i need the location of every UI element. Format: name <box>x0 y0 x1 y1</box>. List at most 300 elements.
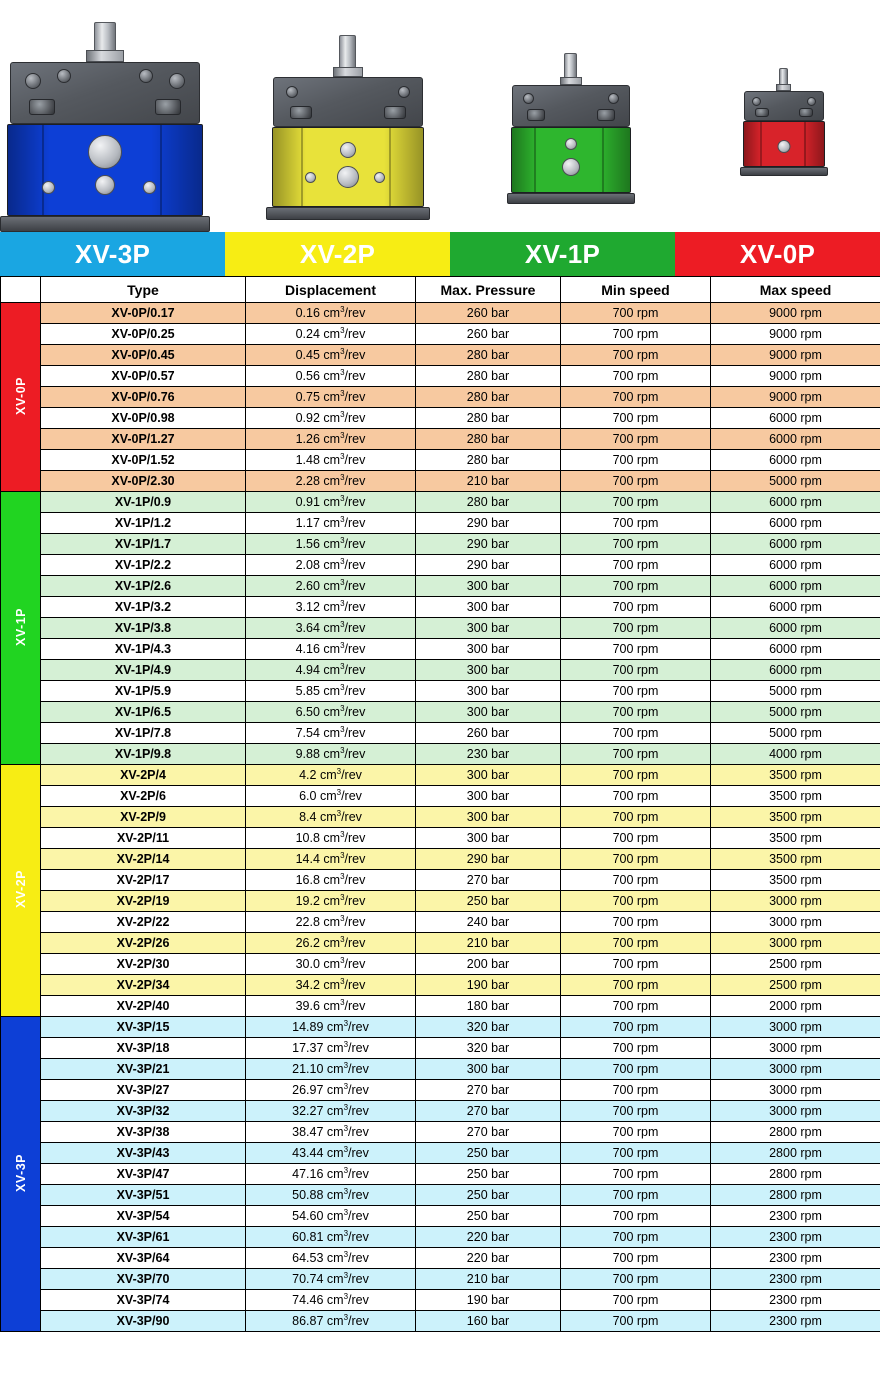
cell-type: XV-0P/0.98 <box>41 408 246 429</box>
cell-min-speed: 700 rpm <box>561 765 711 786</box>
cell-max-pressure: 210 bar <box>416 1269 561 1290</box>
group-label-xv-0p <box>1 303 41 492</box>
cell-max-pressure: 300 bar <box>416 786 561 807</box>
pump-foot-icon <box>740 167 828 176</box>
table-row <box>1 513 880 534</box>
cell-min-speed: 700 rpm <box>561 618 711 639</box>
table-row <box>1 765 880 786</box>
product-image-xv-3p <box>0 0 225 232</box>
cell-min-speed: 700 rpm <box>561 933 711 954</box>
cell-type: XV-3P/64 <box>41 1248 246 1269</box>
cell-max-speed: 2800 rpm <box>711 1143 880 1164</box>
pump-shaft-icon <box>94 22 116 52</box>
family-banner-xv-2p[interactable] <box>225 232 450 276</box>
pump-shaft-icon <box>339 35 356 69</box>
cell-max-speed: 3000 rpm <box>711 1038 880 1059</box>
cell-max-speed: 9000 rpm <box>711 303 880 324</box>
cell-displacement: 3.12 $cm^3$/rev <box>246 597 416 618</box>
cell-max-pressure: 190 bar <box>416 1290 561 1311</box>
cell-type: XV-0P/0.76 <box>41 387 246 408</box>
cell-max-pressure: 280 bar <box>416 450 561 471</box>
table-row <box>1 576 880 597</box>
cell-max-pressure: 270 bar <box>416 870 561 891</box>
cell-max-speed: 4000 rpm <box>711 744 880 765</box>
cell-max-speed: 6000 rpm <box>711 534 880 555</box>
cell-min-speed: 700 rpm <box>561 744 711 765</box>
table-row <box>1 1185 880 1206</box>
cell-type: XV-0P/0.45 <box>41 345 246 366</box>
cell-max-pressure: 160 bar <box>416 1311 561 1332</box>
table-row <box>1 996 880 1017</box>
cell-type: XV-2P/4 <box>41 765 246 786</box>
cell-max-speed: 6000 rpm <box>711 576 880 597</box>
family-banner-xv-0p[interactable] <box>675 232 880 276</box>
cell-displacement: 17.37 $cm^3$/rev <box>246 1038 416 1059</box>
cell-max-speed: 3000 rpm <box>711 933 880 954</box>
group-label-text: XV-0P <box>13 376 28 415</box>
cell-min-speed: 700 rpm <box>561 1101 711 1122</box>
cell-max-pressure: 300 bar <box>416 660 561 681</box>
cell-max-pressure: 250 bar <box>416 1206 561 1227</box>
cell-displacement: 30.0 $cm^3$/rev <box>246 954 416 975</box>
cell-type: XV-2P/19 <box>41 891 246 912</box>
cell-type: XV-2P/34 <box>41 975 246 996</box>
cell-max-pressure: 250 bar <box>416 1185 561 1206</box>
cell-max-pressure: 300 bar <box>416 681 561 702</box>
table-row <box>1 891 880 912</box>
cell-type: XV-1P/4.9 <box>41 660 246 681</box>
cell-max-pressure: 280 bar <box>416 492 561 513</box>
cell-min-speed: 700 rpm <box>561 387 711 408</box>
pump-shaft-collar-icon <box>86 50 124 62</box>
table-row <box>1 723 880 744</box>
table-row <box>1 975 880 996</box>
cell-max-pressure: 300 bar <box>416 1059 561 1080</box>
cell-max-pressure: 240 bar <box>416 912 561 933</box>
family-banner-label: XV-0P <box>739 238 816 269</box>
cell-displacement: 14.4 $cm^3$/rev <box>246 849 416 870</box>
cell-max-speed: 3000 rpm <box>711 912 880 933</box>
cell-displacement: 16.8 $cm^3$/rev <box>246 870 416 891</box>
group-label-xv-2p <box>1 765 41 1017</box>
pump-barrel-xv-0p <box>743 121 825 167</box>
cell-max-speed: 9000 rpm <box>711 345 880 366</box>
cell-max-speed: 2800 rpm <box>711 1185 880 1206</box>
table-row <box>1 303 880 324</box>
cell-displacement: 7.54 $cm^3$/rev <box>246 723 416 744</box>
cell-max-speed: 2800 rpm <box>711 1122 880 1143</box>
group-label-text: XV-3P <box>13 1153 28 1192</box>
pump-barrel-xv-3p <box>7 124 203 216</box>
cell-min-speed: 700 rpm <box>561 723 711 744</box>
cell-min-speed: 700 rpm <box>561 786 711 807</box>
column-header-displacement: Displacement <box>246 277 416 303</box>
cell-displacement: 38.47 $cm^3$/rev <box>246 1122 416 1143</box>
cell-min-speed: 700 rpm <box>561 870 711 891</box>
cell-displacement: 3.64 $cm^3$/rev <box>246 618 416 639</box>
cell-max-speed: 6000 rpm <box>711 618 880 639</box>
cell-min-speed: 700 rpm <box>561 1206 711 1227</box>
cell-min-speed: 700 rpm <box>561 702 711 723</box>
table-row <box>1 1227 880 1248</box>
cell-type: XV-3P/74 <box>41 1290 246 1311</box>
table-row <box>1 912 880 933</box>
cell-min-speed: 700 rpm <box>561 324 711 345</box>
cell-max-pressure: 290 bar <box>416 513 561 534</box>
table-row <box>1 1269 880 1290</box>
cell-type: XV-3P/54 <box>41 1206 246 1227</box>
cell-displacement: 21.10 $cm^3$/rev <box>246 1059 416 1080</box>
cell-max-speed: 5000 rpm <box>711 723 880 744</box>
cell-type: XV-1P/2.6 <box>41 576 246 597</box>
family-banner-xv-3p[interactable] <box>0 232 225 276</box>
table-row <box>1 345 880 366</box>
cell-displacement: 1.17 $cm^3$/rev <box>246 513 416 534</box>
cell-max-pressure: 300 bar <box>416 597 561 618</box>
pump-barrel-xv-1p <box>511 127 631 193</box>
cell-max-pressure: 220 bar <box>416 1248 561 1269</box>
cell-max-speed: 6000 rpm <box>711 639 880 660</box>
table-row <box>1 828 880 849</box>
cell-min-speed: 700 rpm <box>561 954 711 975</box>
cell-max-speed: 2300 rpm <box>711 1311 880 1332</box>
cell-max-pressure: 270 bar <box>416 1080 561 1101</box>
column-header-min-speed: Min speed <box>561 277 711 303</box>
column-header-max-pressure: Max. Pressure <box>416 277 561 303</box>
cell-min-speed: 700 rpm <box>561 660 711 681</box>
cell-displacement: 60.81 $cm^3$/rev <box>246 1227 416 1248</box>
cell-type: XV-2P/40 <box>41 996 246 1017</box>
cell-displacement: 0.56 $cm^3$/rev <box>246 366 416 387</box>
cell-min-speed: 700 rpm <box>561 975 711 996</box>
cell-max-pressure: 220 bar <box>416 1227 561 1248</box>
table-row <box>1 471 880 492</box>
cell-max-speed: 5000 rpm <box>711 702 880 723</box>
cell-min-speed: 700 rpm <box>561 1143 711 1164</box>
cell-type: XV-2P/30 <box>41 954 246 975</box>
cell-max-pressure: 300 bar <box>416 807 561 828</box>
cell-max-speed: 6000 rpm <box>711 660 880 681</box>
table-row <box>1 1143 880 1164</box>
cell-type: XV-0P/1.27 <box>41 429 246 450</box>
cell-min-speed: 700 rpm <box>561 681 711 702</box>
cell-displacement: 8.4 $cm^3$/rev <box>246 807 416 828</box>
group-label-text: XV-1P <box>13 607 28 646</box>
cell-type: XV-3P/27 <box>41 1080 246 1101</box>
cell-max-speed: 3500 rpm <box>711 828 880 849</box>
table-row <box>1 702 880 723</box>
group-label-text: XV-2P <box>13 870 28 908</box>
cell-displacement: 2.60 $cm^3$/rev <box>246 576 416 597</box>
cell-max-pressure: 180 bar <box>416 996 561 1017</box>
family-banner <box>0 232 880 276</box>
cell-max-pressure: 290 bar <box>416 555 561 576</box>
family-banner-xv-1p[interactable] <box>450 232 675 276</box>
cell-max-speed: 3500 rpm <box>711 870 880 891</box>
family-banner-label: XV-2P <box>299 238 376 269</box>
cell-displacement: 6.0 $cm^3$/rev <box>246 786 416 807</box>
cell-min-speed: 700 rpm <box>561 345 711 366</box>
table-row <box>1 408 880 429</box>
table-row <box>1 618 880 639</box>
pump-shaft-collar-icon <box>560 77 582 85</box>
cell-max-speed: 6000 rpm <box>711 555 880 576</box>
cell-max-pressure: 250 bar <box>416 1164 561 1185</box>
cell-max-pressure: 280 bar <box>416 366 561 387</box>
table-row <box>1 555 880 576</box>
cell-max-pressure: 280 bar <box>416 429 561 450</box>
cell-type: XV-3P/15 <box>41 1017 246 1038</box>
cell-max-pressure: 200 bar <box>416 954 561 975</box>
cell-max-pressure: 260 bar <box>416 303 561 324</box>
cell-min-speed: 700 rpm <box>561 1038 711 1059</box>
table-row <box>1 324 880 345</box>
cell-max-pressure: 290 bar <box>416 534 561 555</box>
cell-max-speed: 9000 rpm <box>711 324 880 345</box>
cell-type: XV-1P/5.9 <box>41 681 246 702</box>
family-banner-label: XV-1P <box>524 238 601 269</box>
cell-min-speed: 700 rpm <box>561 996 711 1017</box>
cell-type: XV-0P/0.57 <box>41 366 246 387</box>
cell-displacement: 39.6 $cm^3$/rev <box>246 996 416 1017</box>
cell-max-speed: 3500 rpm <box>711 849 880 870</box>
cell-displacement: 9.88 $cm^3$/rev <box>246 744 416 765</box>
cell-min-speed: 700 rpm <box>561 849 711 870</box>
cell-displacement: 5.85 $cm^3$/rev <box>246 681 416 702</box>
cell-max-pressure: 280 bar <box>416 387 561 408</box>
cell-max-speed: 6000 rpm <box>711 597 880 618</box>
group-label-xv-1p <box>1 492 41 765</box>
table-body <box>1 303 880 1332</box>
cell-displacement: 50.88 $cm^3$/rev <box>246 1185 416 1206</box>
cell-max-speed: 5000 rpm <box>711 471 880 492</box>
table-row <box>1 681 880 702</box>
cell-displacement: 26.2 $cm^3$/rev <box>246 933 416 954</box>
cell-max-pressure: 320 bar <box>416 1017 561 1038</box>
product-image-strip <box>0 0 880 232</box>
cell-max-pressure: 250 bar <box>416 891 561 912</box>
cell-type: XV-0P/2.30 <box>41 471 246 492</box>
cell-displacement: 54.60 $cm^3$/rev <box>246 1206 416 1227</box>
cell-min-speed: 700 rpm <box>561 1290 711 1311</box>
cell-type: XV-1P/7.8 <box>41 723 246 744</box>
group-label-xv-3p <box>1 1017 41 1332</box>
table-row <box>1 366 880 387</box>
cell-max-speed: 3000 rpm <box>711 1017 880 1038</box>
cell-min-speed: 700 rpm <box>561 912 711 933</box>
cell-type: XV-0P/0.17 <box>41 303 246 324</box>
cell-min-speed: 700 rpm <box>561 576 711 597</box>
cell-max-speed: 2300 rpm <box>711 1290 880 1311</box>
table-row <box>1 849 880 870</box>
cell-max-speed: 2000 rpm <box>711 996 880 1017</box>
cell-min-speed: 700 rpm <box>561 366 711 387</box>
table-row <box>1 933 880 954</box>
cell-min-speed: 700 rpm <box>561 1017 711 1038</box>
table-row <box>1 597 880 618</box>
cell-displacement: 74.46 $cm^3$/rev <box>246 1290 416 1311</box>
cell-max-speed: 2800 rpm <box>711 1164 880 1185</box>
cell-type: XV-1P/1.7 <box>41 534 246 555</box>
cell-max-speed: 3500 rpm <box>711 786 880 807</box>
pump-flange-icon <box>744 91 824 121</box>
table-row <box>1 870 880 891</box>
table-row <box>1 1311 880 1332</box>
pump-foot-icon <box>266 207 430 220</box>
cell-max-speed: 3500 rpm <box>711 765 880 786</box>
cell-type: XV-3P/38 <box>41 1122 246 1143</box>
cell-displacement: 34.2 $cm^3$/rev <box>246 975 416 996</box>
cell-max-pressure: 280 bar <box>416 408 561 429</box>
cell-type: XV-3P/51 <box>41 1185 246 1206</box>
cell-displacement: 4.94 $cm^3$/rev <box>246 660 416 681</box>
specification-table <box>0 276 880 1332</box>
cell-max-pressure: 300 bar <box>416 765 561 786</box>
cell-type: XV-2P/22 <box>41 912 246 933</box>
cell-max-pressure: 300 bar <box>416 576 561 597</box>
cell-type: XV-3P/18 <box>41 1038 246 1059</box>
table-row <box>1 492 880 513</box>
cell-min-speed: 700 rpm <box>561 1122 711 1143</box>
cell-displacement: 0.16 $cm^3$/rev <box>246 303 416 324</box>
table-row <box>1 1122 880 1143</box>
cell-type: XV-0P/1.52 <box>41 450 246 471</box>
cell-min-speed: 700 rpm <box>561 471 711 492</box>
cell-max-speed: 9000 rpm <box>711 387 880 408</box>
table-row <box>1 807 880 828</box>
cell-type: XV-1P/6.5 <box>41 702 246 723</box>
cell-displacement: 1.56 $cm^3$/rev <box>246 534 416 555</box>
table-row <box>1 1101 880 1122</box>
family-banner-label: XV-3P <box>74 238 151 269</box>
cell-min-speed: 700 rpm <box>561 408 711 429</box>
cell-type: XV-3P/90 <box>41 1311 246 1332</box>
table-row <box>1 954 880 975</box>
cell-type: XV-2P/26 <box>41 933 246 954</box>
cell-max-speed: 2300 rpm <box>711 1269 880 1290</box>
cell-displacement: 64.53 $cm^3$/rev <box>246 1248 416 1269</box>
cell-displacement: 19.2 $cm^3$/rev <box>246 891 416 912</box>
cell-max-speed: 3000 rpm <box>711 1080 880 1101</box>
cell-max-pressure: 300 bar <box>416 618 561 639</box>
cell-min-speed: 700 rpm <box>561 1080 711 1101</box>
table-row <box>1 1164 880 1185</box>
table-header-row <box>1 277 880 303</box>
cell-min-speed: 700 rpm <box>561 1227 711 1248</box>
column-header-max-speed: Max speed <box>711 277 880 303</box>
cell-max-pressure: 270 bar <box>416 1101 561 1122</box>
cell-type: XV-1P/9.8 <box>41 744 246 765</box>
table-row <box>1 1017 880 1038</box>
cell-displacement: 70.74 $cm^3$/rev <box>246 1269 416 1290</box>
cell-type: XV-3P/61 <box>41 1227 246 1248</box>
cell-type: XV-3P/47 <box>41 1164 246 1185</box>
table-row <box>1 1080 880 1101</box>
cell-min-speed: 700 rpm <box>561 1164 711 1185</box>
cell-max-speed: 9000 rpm <box>711 366 880 387</box>
cell-type: XV-3P/70 <box>41 1269 246 1290</box>
cell-min-speed: 700 rpm <box>561 597 711 618</box>
table-row <box>1 534 880 555</box>
product-image-xv-1p <box>450 0 675 232</box>
table-row <box>1 1059 880 1080</box>
cell-max-speed: 6000 rpm <box>711 513 880 534</box>
pump-shaft-collar-icon <box>776 84 791 91</box>
cell-min-speed: 700 rpm <box>561 555 711 576</box>
cell-type: XV-1P/3.2 <box>41 597 246 618</box>
cell-displacement: 2.28 $cm^3$/rev <box>246 471 416 492</box>
pump-shaft-collar-icon <box>333 67 363 77</box>
pump-flange-icon <box>512 85 630 127</box>
cell-min-speed: 700 rpm <box>561 492 711 513</box>
cell-min-speed: 700 rpm <box>561 534 711 555</box>
cell-max-pressure: 210 bar <box>416 471 561 492</box>
column-header-type: Type <box>41 277 246 303</box>
table-row <box>1 744 880 765</box>
table-row <box>1 786 880 807</box>
cell-displacement: 0.45 $cm^3$/rev <box>246 345 416 366</box>
cell-type: XV-1P/4.3 <box>41 639 246 660</box>
cell-type: XV-3P/43 <box>41 1143 246 1164</box>
cell-max-pressure: 290 bar <box>416 849 561 870</box>
cell-min-speed: 700 rpm <box>561 828 711 849</box>
cell-max-speed: 2300 rpm <box>711 1206 880 1227</box>
cell-type: XV-2P/14 <box>41 849 246 870</box>
cell-displacement: 14.89 $cm^3$/rev <box>246 1017 416 1038</box>
product-image-xv-0p <box>675 0 880 232</box>
cell-displacement: 1.26 $cm^3$/rev <box>246 429 416 450</box>
cell-min-speed: 700 rpm <box>561 1311 711 1332</box>
cell-displacement: 43.44 $cm^3$/rev <box>246 1143 416 1164</box>
cell-displacement: 0.92 $cm^3$/rev <box>246 408 416 429</box>
cell-min-speed: 700 rpm <box>561 450 711 471</box>
cell-displacement: 6.50 $cm^3$/rev <box>246 702 416 723</box>
cell-min-speed: 700 rpm <box>561 303 711 324</box>
table-row <box>1 429 880 450</box>
table-row <box>1 1290 880 1311</box>
pump-barrel-xv-2p <box>272 127 424 207</box>
cell-max-speed: 2300 rpm <box>711 1227 880 1248</box>
cell-max-speed: 5000 rpm <box>711 681 880 702</box>
cell-max-pressure: 300 bar <box>416 702 561 723</box>
cell-max-speed: 2500 rpm <box>711 954 880 975</box>
table-row <box>1 387 880 408</box>
cell-min-speed: 700 rpm <box>561 807 711 828</box>
table-row <box>1 639 880 660</box>
cell-max-pressure: 320 bar <box>416 1038 561 1059</box>
cell-type: XV-1P/2.2 <box>41 555 246 576</box>
cell-displacement: 1.48 $cm^3$/rev <box>246 450 416 471</box>
cell-min-speed: 700 rpm <box>561 429 711 450</box>
cell-min-speed: 700 rpm <box>561 1185 711 1206</box>
cell-type: XV-0P/0.25 <box>41 324 246 345</box>
cell-displacement: 22.8 $cm^3$/rev <box>246 912 416 933</box>
cell-displacement: 32.27 $cm^3$/rev <box>246 1101 416 1122</box>
cell-displacement: 86.87 $cm^3$/rev <box>246 1311 416 1332</box>
cell-max-pressure: 280 bar <box>416 345 561 366</box>
cell-max-pressure: 300 bar <box>416 639 561 660</box>
cell-max-speed: 6000 rpm <box>711 450 880 471</box>
cell-max-speed: 6000 rpm <box>711 429 880 450</box>
cell-type: XV-1P/3.8 <box>41 618 246 639</box>
cell-type: XV-2P/17 <box>41 870 246 891</box>
cell-displacement: 0.91 $cm^3$/rev <box>246 492 416 513</box>
table-row <box>1 450 880 471</box>
pump-foot-icon <box>0 216 210 232</box>
pump-foot-icon <box>507 193 635 204</box>
pump-shaft-icon <box>564 53 577 79</box>
cell-max-pressure: 270 bar <box>416 1122 561 1143</box>
